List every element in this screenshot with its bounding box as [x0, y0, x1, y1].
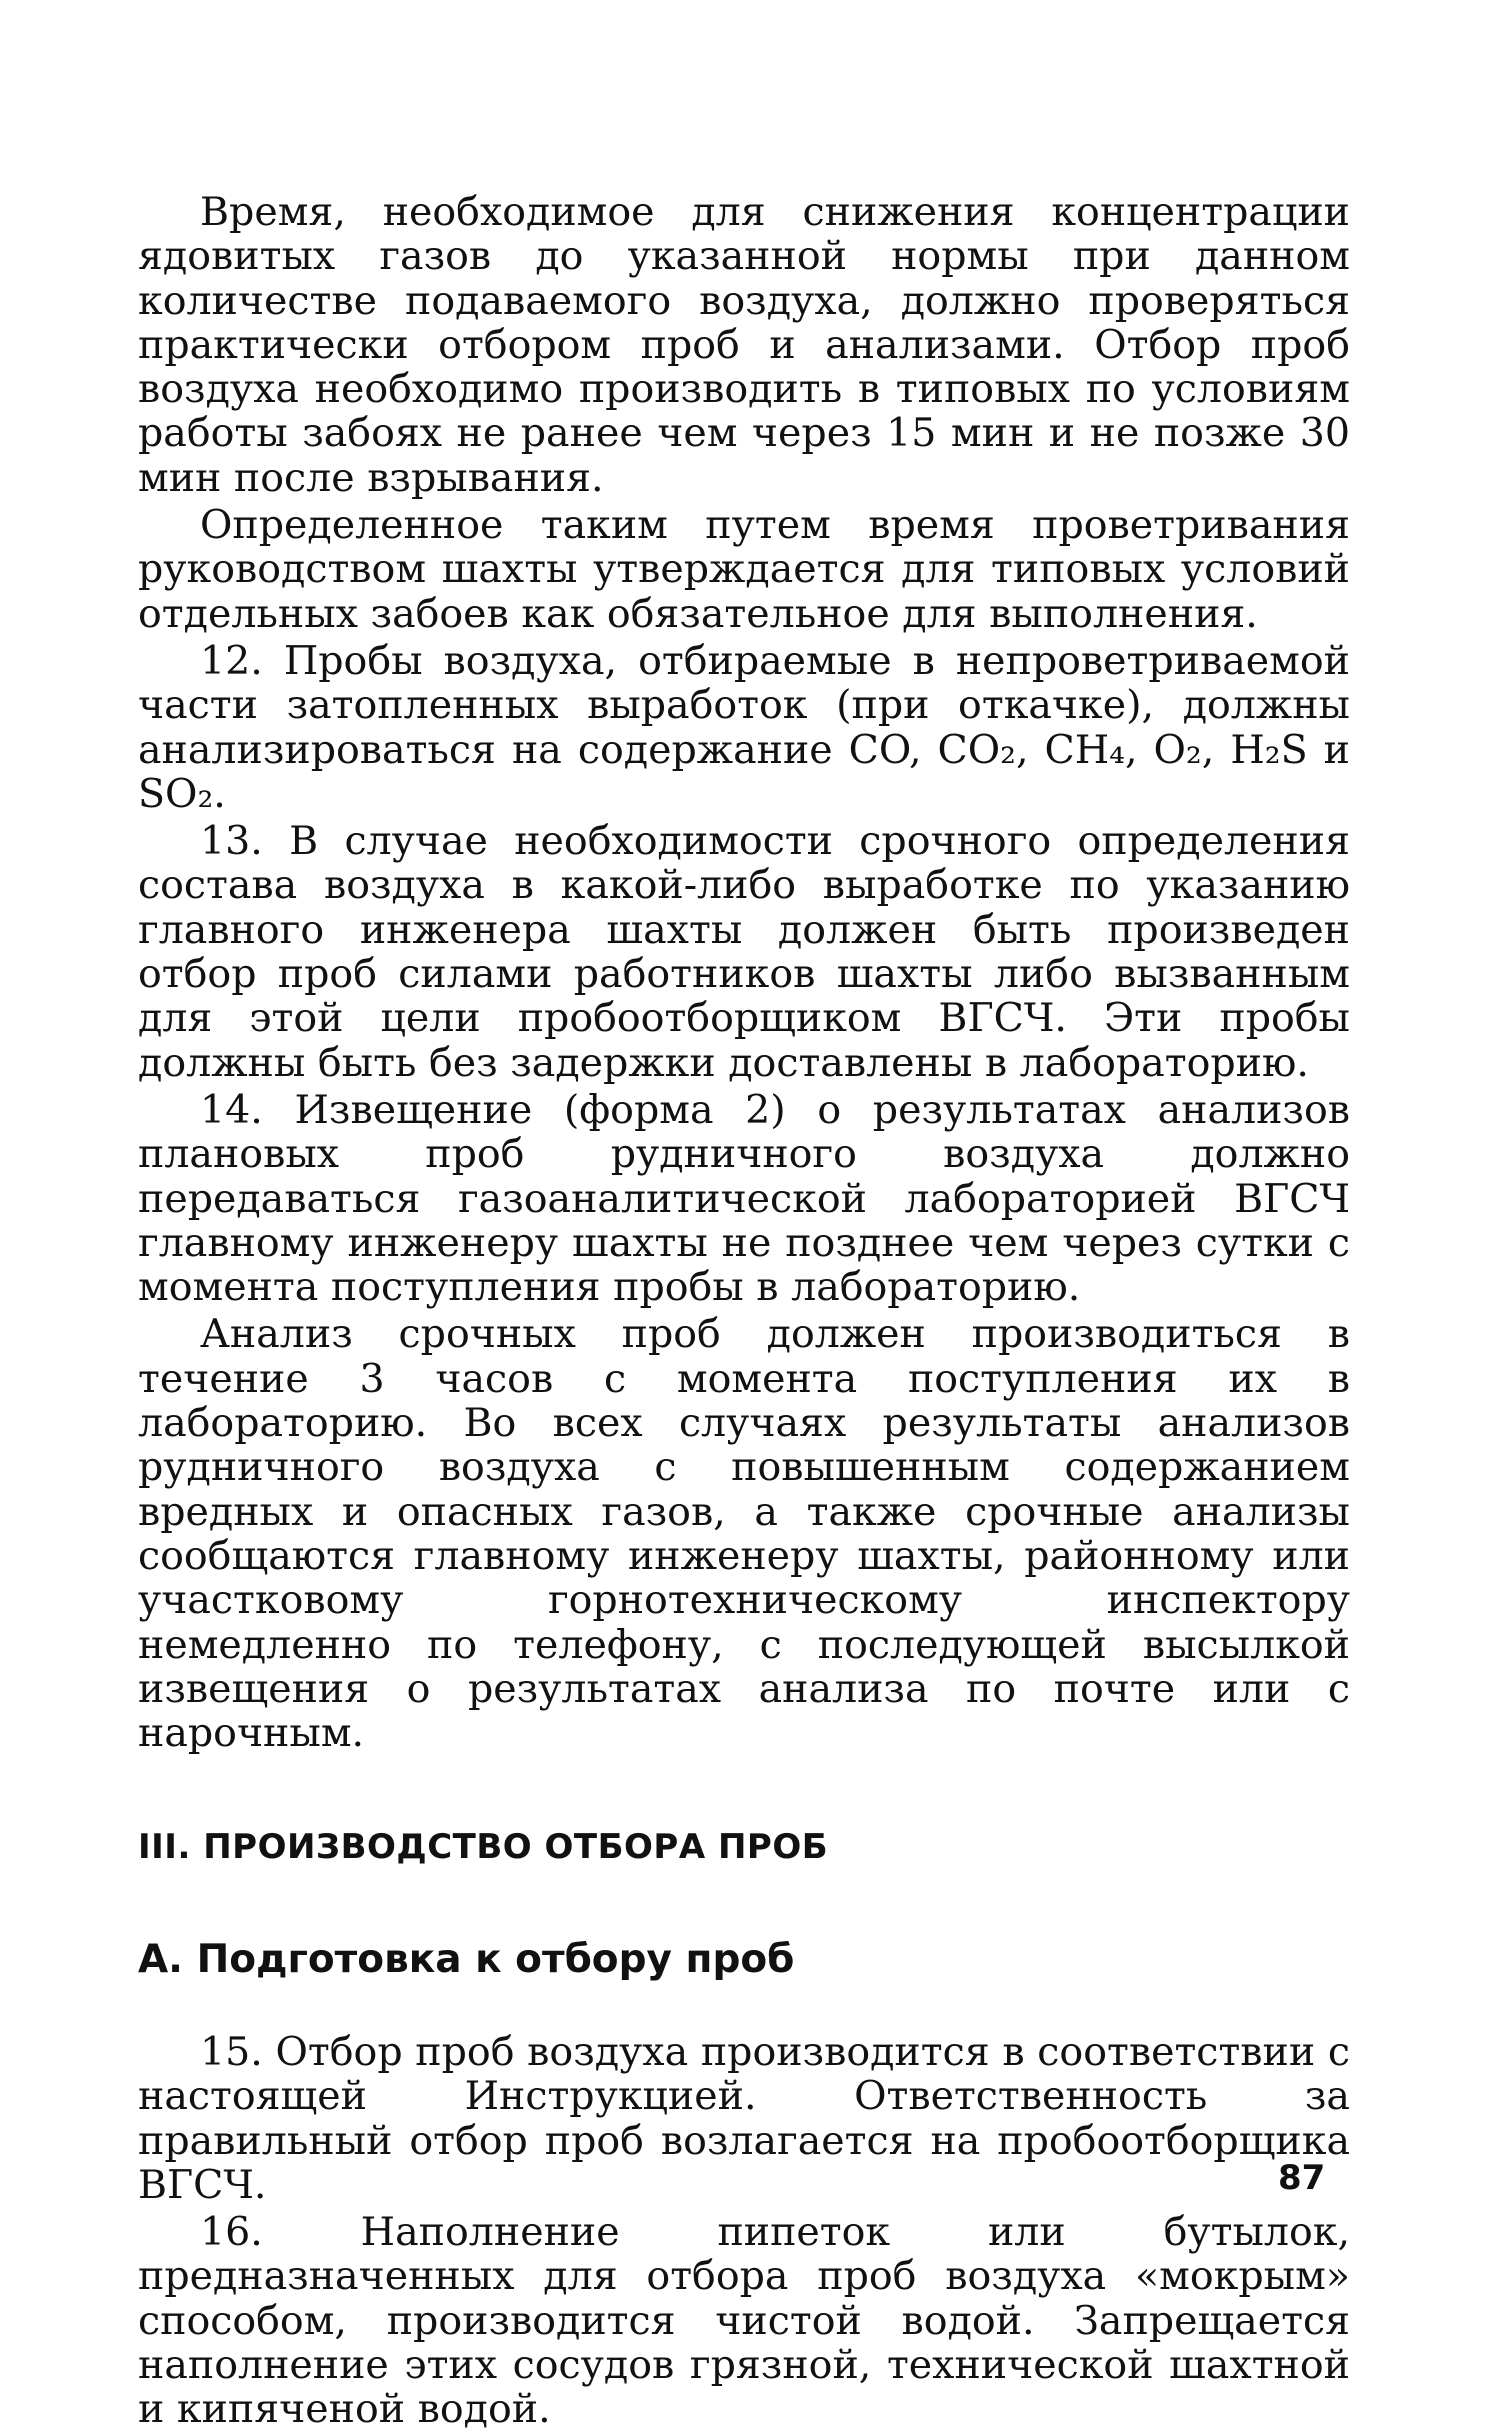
paragraph-14: 14. Извещение (форма 2) о результатах анализов плановых проб рудничного воздуха должно передаваться газоаналитической лабораторией ВГСЧ главному инженеру шахты не позднее чем через сутки с момента поступления пробы в лабораторию. [138, 1086, 1350, 1311]
paragraph-12 [138, 639, 1350, 816]
paragraph: Время, необходимое для снижения концентрации ядовитых газов до указанной нормы при данном количестве подаваемого воздуха, должно проверяться практически отбором проб и анализами. Отбор проб воздуха необходимо производить в типовых по условиям работы забоях не ранее чем через 15 мин и не позже 30 мин после взрывания. [138, 189, 1350, 501]
body-text [138, 190, 1350, 2432]
paragraph-12-text: 12. Пробы воздуха, отбираемые в непроветриваемой части затопленных выработок (при откачке), должны анализироваться на содержание [138, 637, 1350, 773]
paragraph: Анализ срочных проб должен производиться в течение 3 часов с момента поступления их в лабораторию. Во всех случаях результаты анализов рудничного воздуха с повышенным содержанием вредных и опасных газов, а также срочные анализы сообщаются главному инженеру шахты, районному или участковому горнотехническому инспектору немедленно по телефону, с последующей высылкой извещения о результатах анализа по почте или с нарочным. [138, 1311, 1350, 1757]
gas-formulas: CO, CO₂, CH₄, O₂, H₂S и SO₂. [138, 726, 1350, 817]
page-number: 87 [1278, 2158, 1326, 2198]
section-heading: III. ПРОИЗВОДСТВО ОТБОРА ПРОБ [138, 1827, 829, 1868]
paragraph-16: 16. Наполнение пипеток или бутылок, предназначенных для отбора проб воздуха «мокрым» способом, производится чистой водой. Запрещается наполнение этих сосудов грязной, технической шахтной и кипяченой водой. [138, 2209, 1350, 2432]
paragraph-13: 13. В случае необходимости срочного определения состава воздуха в какой-либо выработке по указанию главного инженера шахты должен быть произведен отбор проб силами работников шахты либо вызванным для этой цели пробоотборщиком ВГСЧ. Эти пробы должны быть без задержки доставлены в лабораторию. [138, 818, 1350, 1086]
subsection-heading: А. Подготовка к отбору проб [138, 1936, 795, 1982]
paragraph: Определенное таким путем время проветривания руководством шахты утверждается для типовых условий отдельных забоев как обязательное для выполнения. [138, 502, 1350, 637]
paragraph-15: 15. Отбор проб воздуха производится в соответствии с настоящей Инструкцией. Ответственность за правильный отбор проб возлагается на пробоотборщика ВГСЧ. [138, 2028, 1350, 2208]
